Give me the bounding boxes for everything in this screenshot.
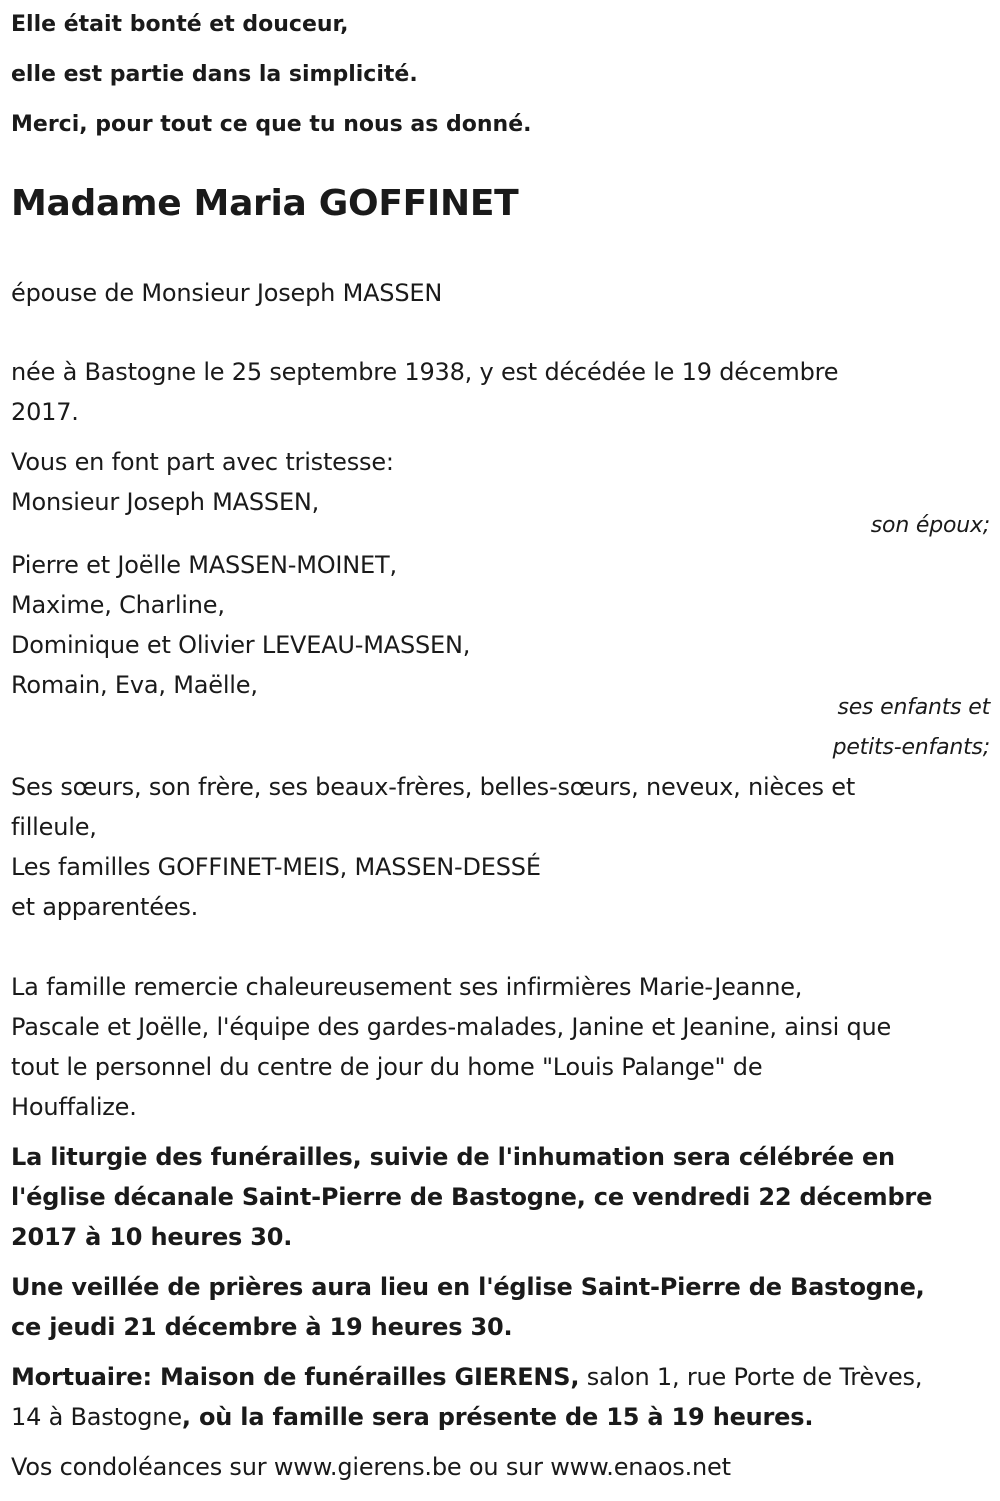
spouse-line: épouse de Monsieur Joseph MASSEN xyxy=(11,279,443,307)
husband-name: Monsieur Joseph MASSEN, xyxy=(11,488,320,516)
thanks-line-3: tout le personnel du centre de jour du home "Louis Palange" de xyxy=(11,1053,763,1081)
children-role-line-2: petits-enfants; xyxy=(832,735,990,760)
vigil-line-2: ce jeudi 21 décembre à 19 heures 30. xyxy=(11,1313,513,1341)
husband-role: son époux; xyxy=(870,513,990,538)
mortuary-address-1: salon 1, rue Porte de Trèves, xyxy=(579,1363,923,1391)
children-line-4: Romain, Eva, Maëlle, xyxy=(11,671,258,699)
funeral-line-3: 2017 à 10 heures 30. xyxy=(11,1223,293,1251)
poem-line-2: elle est partie dans la simplicité. xyxy=(11,62,418,87)
children-role-line-1: ses enfants et xyxy=(837,695,990,720)
condolences-line: Vos condoléances sur www.gierens.be ou sur www.enaos.net xyxy=(11,1453,731,1481)
relatives-line-4: et apparentées. xyxy=(11,893,199,921)
poem-line-3: Merci, pour tout ce que tu nous as donné. xyxy=(11,112,532,137)
birth-death-line-2: 2017. xyxy=(11,398,79,426)
funeral-line-2: l'église décanale Saint-Pierre de Bastogne, ce vendredi 22 décembre xyxy=(11,1183,933,1211)
children-line-3: Dominique et Olivier LEVEAU-MASSEN, xyxy=(11,631,471,659)
relatives-line-2: filleule, xyxy=(11,813,97,841)
relatives-line-1: Ses sœurs, son frère, ses beaux-frères, belles-sœurs, neveux, nièces et xyxy=(11,773,856,801)
mortuary-presence: , où la famille sera présente de 15 à 19 heures. xyxy=(181,1403,814,1431)
poem-line-1: Elle était bonté et douceur, xyxy=(11,12,349,37)
vigil-line-1: Une veillée de prières aura lieu en l'église Saint-Pierre de Bastogne, xyxy=(11,1273,925,1301)
mortuary-address-2: 14 à Bastogne xyxy=(11,1403,182,1431)
relatives-line-3: Les familles GOFFINET-MEIS, MASSEN-DESSÉ xyxy=(11,853,541,881)
thanks-line-4: Houffalize. xyxy=(11,1093,137,1121)
children-line-1: Pierre et Joëlle MASSEN-MOINET, xyxy=(11,551,397,579)
announcement-intro: Vous en font part avec tristesse: xyxy=(11,448,394,476)
thanks-line-1: La famille remercie chaleureusement ses infirmières Marie-Jeanne, xyxy=(11,973,803,1001)
mortuary-line-2 xyxy=(11,1402,813,1432)
mortuary-label: Mortuaire: Maison de funérailles GIERENS, xyxy=(11,1363,580,1391)
funeral-line-1: La liturgie des funérailles, suivie de l'inhumation sera célébrée en xyxy=(11,1143,895,1171)
birth-death-line-1: née à Bastogne le 25 septembre 1938, y est décédée le 19 décembre xyxy=(11,358,839,386)
children-line-2: Maxime, Charline, xyxy=(11,591,225,619)
mortuary-line-1 xyxy=(11,1362,922,1392)
deceased-name: Madame Maria GOFFINET xyxy=(11,183,519,224)
thanks-line-2: Pascale et Joëlle, l'équipe des gardes-malades, Janine et Jeanine, ainsi que xyxy=(11,1013,892,1041)
